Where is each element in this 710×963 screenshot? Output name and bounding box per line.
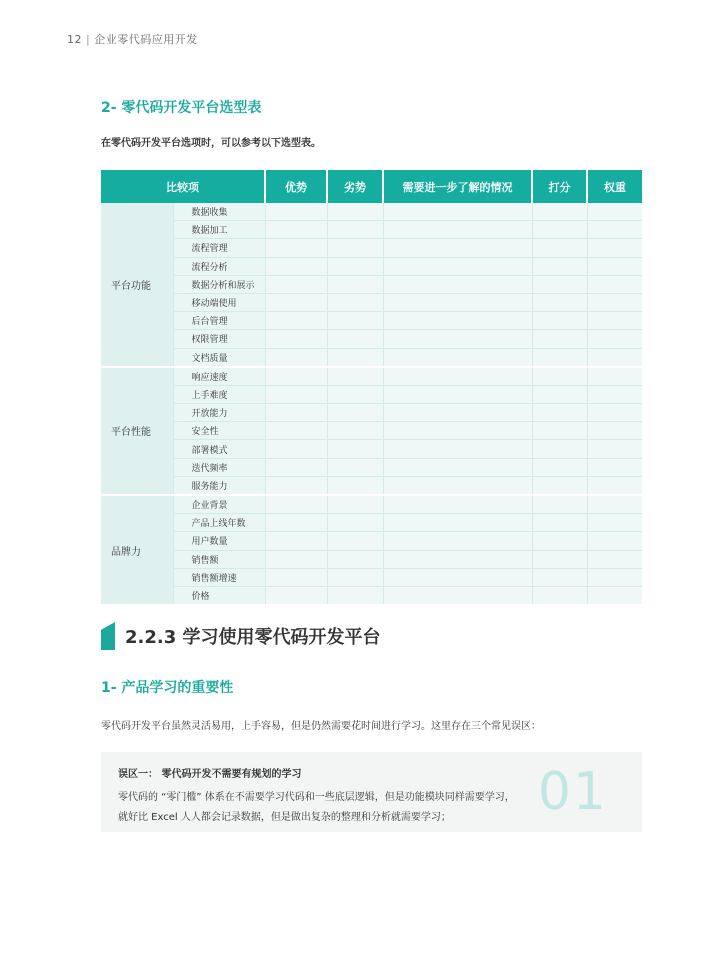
col-header: 需要进一步了解的情况 [383,170,532,203]
empty-cell [383,568,532,586]
empty-cell [532,293,587,311]
col-header: 权重 [587,170,642,203]
empty-cell [532,385,587,403]
empty-cell [327,422,383,440]
empty-cell [383,385,532,403]
criterion-label: 流程管理 [173,239,265,257]
empty-cell [327,257,383,275]
empty-cell [587,367,642,386]
empty-cell [265,257,327,275]
empty-cell [587,550,642,568]
empty-cell [587,495,642,514]
table-header-row [101,170,642,203]
empty-cell [327,550,383,568]
col-header: 比较项 [101,170,265,203]
empty-cell [383,422,532,440]
empty-cell [327,495,383,514]
learn-subheading: 1- 产品学习的重要性 [101,680,234,696]
empty-cell [383,476,532,495]
empty-cell [532,495,587,514]
empty-cell [265,203,327,221]
empty-cell [383,440,532,458]
empty-cell [587,312,642,330]
empty-cell [587,514,642,532]
table-row [101,476,642,495]
empty-cell [383,239,532,257]
empty-cell [532,440,587,458]
table-row [101,422,642,440]
empty-cell [327,440,383,458]
criterion-label: 迭代频率 [173,458,265,476]
table-row [101,367,642,386]
empty-cell [383,348,532,367]
table-row [101,440,642,458]
empty-cell [327,514,383,532]
criterion-label: 移动端使用 [173,293,265,311]
criterion-label: 权限管理 [173,330,265,348]
empty-cell [327,385,383,403]
empty-cell [587,275,642,293]
group-label: 平台功能 [101,203,173,367]
criterion-label: 数据加工 [173,221,265,239]
empty-cell [383,257,532,275]
empty-cell [587,293,642,311]
empty-cell [532,550,587,568]
section-title [101,622,381,650]
empty-cell [587,476,642,495]
table-row [101,514,642,532]
empty-cell [327,239,383,257]
empty-cell [383,203,532,221]
learn-paragraph: 零代码开发平台虽然灵活易用，上手容易，但是仍然需要花时间进行学习。这里存在三个常见误区： [101,721,541,732]
empty-cell [327,312,383,330]
empty-cell [265,440,327,458]
criterion-label: 安全性 [173,422,265,440]
table-row [101,293,642,311]
empty-cell [532,586,587,605]
empty-cell [532,568,587,586]
callout-number: 01 [537,762,608,822]
table-row [101,404,642,422]
empty-cell [327,404,383,422]
empty-cell [327,568,383,586]
empty-cell [532,275,587,293]
table-row [101,458,642,476]
empty-cell [532,476,587,495]
group-label: 品牌力 [101,495,173,605]
misconception-callout [101,752,642,832]
criterion-label: 后台管理 [173,312,265,330]
empty-cell [383,312,532,330]
empty-cell [532,458,587,476]
section-title-text: 2.2.3 学习使用零代码开发平台 [125,627,381,648]
select-heading: 2- 零代码开发平台选型表 [101,100,262,116]
empty-cell [265,514,327,532]
empty-cell [587,458,642,476]
header-title: 企业零代码应用开发 [94,33,198,46]
empty-cell [532,348,587,367]
empty-cell [383,221,532,239]
empty-cell [587,385,642,403]
empty-cell [327,203,383,221]
empty-cell [383,367,532,386]
criterion-label: 响应速度 [173,367,265,386]
empty-cell [587,568,642,586]
empty-cell [265,532,327,550]
empty-cell [265,476,327,495]
empty-cell [383,532,532,550]
empty-cell [383,514,532,532]
table-row [101,221,642,239]
criterion-label: 流程分析 [173,257,265,275]
criterion-label: 开放能力 [173,404,265,422]
criterion-label: 数据收集 [173,203,265,221]
empty-cell [587,532,642,550]
section-marker-icon [101,622,115,650]
table-row [101,312,642,330]
empty-cell [383,550,532,568]
selection-table [101,170,642,606]
empty-cell [587,440,642,458]
empty-cell [265,422,327,440]
table-row [101,550,642,568]
empty-cell [383,586,532,605]
table-row [101,203,642,221]
empty-cell [265,568,327,586]
empty-cell [587,330,642,348]
empty-cell [532,514,587,532]
empty-cell [383,495,532,514]
table-body [101,203,642,605]
empty-cell [587,257,642,275]
callout-title: 误区一： 零代码开发不需要有规划的学习 [118,769,302,780]
table-row [101,275,642,293]
empty-cell [383,293,532,311]
table-row [101,385,642,403]
empty-cell [532,239,587,257]
empty-cell [265,312,327,330]
empty-cell [327,586,383,605]
criterion-label: 部署模式 [173,440,265,458]
table-row [101,330,642,348]
criterion-label: 服务能力 [173,476,265,495]
criterion-label: 销售额增速 [173,568,265,586]
empty-cell [327,458,383,476]
empty-cell [587,348,642,367]
header-separator: | [86,33,91,46]
callout-line: 零代码的 “零门槛” 体系在不需要学习代码和一些底层逻辑，但是功能模块同样需要学习， [118,792,515,803]
empty-cell [265,293,327,311]
empty-cell [532,203,587,221]
empty-cell [532,367,587,386]
criterion-label: 产品上线年数 [173,514,265,532]
empty-cell [265,586,327,605]
empty-cell [532,330,587,348]
empty-cell [383,404,532,422]
empty-cell [532,312,587,330]
col-header: 打分 [532,170,587,203]
table-row [101,532,642,550]
callout-line: 就好比 Excel 人人都会记录数据，但是做出复杂的整理和分析就需要学习； [118,812,451,823]
page-header [67,31,198,47]
empty-cell [532,422,587,440]
col-header: 优势 [265,170,327,203]
table-row [101,257,642,275]
criterion-label: 上手难度 [173,385,265,403]
criterion-label: 用户数量 [173,532,265,550]
empty-cell [265,275,327,293]
empty-cell [587,404,642,422]
empty-cell [327,330,383,348]
empty-cell [327,275,383,293]
group-label: 平台性能 [101,367,173,495]
empty-cell [265,367,327,386]
empty-cell [383,330,532,348]
empty-cell [587,422,642,440]
criterion-label: 企业背景 [173,495,265,514]
table-row [101,348,642,367]
empty-cell [587,221,642,239]
criterion-label: 文档质量 [173,348,265,367]
empty-cell [383,275,532,293]
empty-cell [327,293,383,311]
criterion-label: 数据分析和展示 [173,275,265,293]
empty-cell [265,239,327,257]
empty-cell [327,348,383,367]
empty-cell [383,458,532,476]
empty-cell [532,257,587,275]
criterion-label: 销售额 [173,550,265,568]
empty-cell [265,348,327,367]
empty-cell [327,532,383,550]
table-row [101,495,642,514]
empty-cell [265,550,327,568]
empty-cell [327,221,383,239]
table-row [101,568,642,586]
table-row [101,586,642,605]
empty-cell [265,385,327,403]
select-intro: 在零代码开发平台选项时，可以参考以下选型表。 [101,138,321,149]
page-number: 12 [67,33,82,46]
col-header: 劣势 [327,170,383,203]
table-row [101,239,642,257]
empty-cell [587,203,642,221]
empty-cell [265,495,327,514]
empty-cell [265,330,327,348]
empty-cell [587,239,642,257]
empty-cell [587,586,642,605]
empty-cell [265,458,327,476]
empty-cell [327,476,383,495]
empty-cell [532,221,587,239]
criterion-label: 价格 [173,586,265,605]
empty-cell [327,367,383,386]
empty-cell [532,532,587,550]
empty-cell [265,404,327,422]
empty-cell [265,221,327,239]
empty-cell [532,404,587,422]
